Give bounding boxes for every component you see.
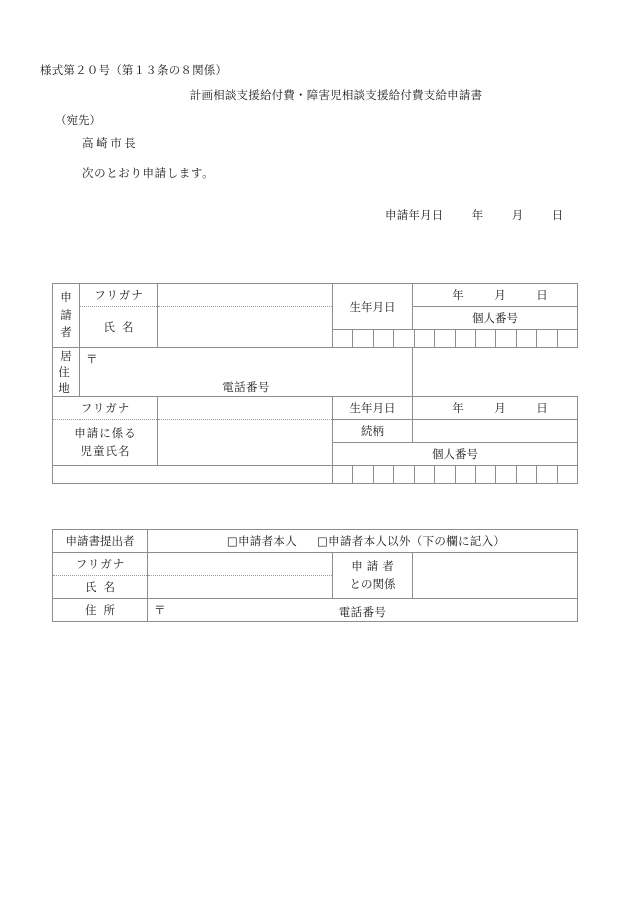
submitter-relation-label	[333, 553, 413, 599]
applicant-birth-day: 日	[536, 288, 548, 302]
child-birthdate-ymd	[413, 400, 577, 416]
child-mynumber-row	[53, 466, 578, 484]
applicant-phone-label: 電話番号	[222, 380, 270, 394]
applicant-furigana-label: フリガナ	[80, 284, 158, 307]
applicant-label-char-2: 請	[60, 307, 72, 322]
child-name-label-line2: 児童氏名	[80, 443, 131, 458]
mynumber-box[interactable]	[496, 330, 516, 347]
submitter-address-row	[53, 599, 578, 622]
applicant-table	[52, 283, 578, 484]
submitter-phone-label: 電話番号	[338, 605, 387, 619]
mynumber-box[interactable]	[353, 466, 373, 483]
applicant-mynumber-grid[interactable]	[333, 330, 578, 348]
child-name-label-text	[53, 425, 157, 460]
child-name-row	[53, 420, 578, 443]
applicant-birthdate-input[interactable]	[413, 284, 578, 307]
mynumber-box[interactable]	[374, 466, 394, 483]
child-birthdate-label: 生年月日	[333, 397, 413, 420]
document-title: 計画相談支援給付費・障害児相談支援給付費支給申請書	[189, 88, 483, 102]
mynumber-box[interactable]	[456, 330, 476, 347]
applicant-label-char-1: 申	[60, 289, 72, 304]
application-statement: 次のとおり申請します。	[82, 166, 215, 180]
submitter-type-options	[148, 530, 578, 553]
child-mynumber-grid[interactable]	[333, 466, 578, 484]
applicant-residence-input[interactable]	[80, 348, 413, 397]
mynumber-box[interactable]	[435, 330, 455, 347]
mynumber-box[interactable]	[558, 330, 577, 347]
addressee-name: 高崎市長	[82, 136, 139, 150]
mynumber-box[interactable]	[537, 330, 557, 347]
mynumber-box[interactable]	[394, 466, 414, 483]
applicant-mynumber-label: 個人番号	[413, 307, 578, 330]
child-mynumber-boxes	[333, 466, 577, 483]
submitter-type-row	[53, 530, 578, 553]
mynumber-box[interactable]	[517, 466, 537, 483]
mynumber-box[interactable]	[415, 466, 435, 483]
applicant-name-label: 氏名	[80, 307, 158, 348]
applicant-name-row	[53, 307, 578, 330]
checkbox-option-self[interactable]: □申請者本人	[226, 534, 298, 548]
mynumber-box[interactable]	[558, 466, 577, 483]
child-birth-month: 月	[494, 401, 506, 415]
submitter-relation-label-line2: との関係	[349, 576, 396, 591]
child-relation-label: 続柄	[333, 420, 413, 443]
applicant-furigana-row	[53, 284, 578, 307]
application-date-day: 日	[551, 208, 564, 222]
mynumber-box[interactable]	[496, 466, 516, 483]
child-furigana-input[interactable]	[158, 397, 333, 420]
applicant-section-label	[53, 284, 80, 348]
form-number: 様式第２０号（第１３条の８関係）	[40, 63, 228, 77]
submitter-relation-input[interactable]	[413, 553, 578, 599]
mynumber-box[interactable]	[374, 330, 394, 347]
submitter-type-label: 申請書提出者	[53, 530, 148, 553]
submitter-address-label: 住所	[53, 599, 148, 622]
submitter-table	[52, 529, 578, 622]
applicant-name-input[interactable]	[158, 307, 333, 348]
submitter-furigana-label: フリガナ	[53, 553, 148, 576]
mynumber-box[interactable]	[333, 466, 353, 483]
application-date-year: 年	[471, 208, 484, 222]
mynumber-box[interactable]	[476, 466, 496, 483]
child-furigana-label: フリガナ	[53, 397, 158, 420]
applicant-birth-year: 年	[452, 288, 464, 302]
child-birth-day: 日	[536, 401, 548, 415]
checkbox-option-other[interactable]: □申請者本人以外（下の欄に記入）	[317, 534, 506, 548]
submitter-name-label: 氏名	[53, 576, 148, 599]
mynumber-box[interactable]	[476, 330, 496, 347]
mynumber-box[interactable]	[333, 330, 353, 347]
applicant-furigana-input[interactable]	[158, 284, 333, 307]
submitter-furigana-row	[53, 553, 578, 576]
child-name-label-line1: 申請に係る	[74, 426, 137, 441]
applicant-birth-month: 月	[494, 288, 506, 302]
child-mynumber-label: 個人番号	[333, 443, 578, 466]
child-birth-year: 年	[452, 401, 464, 415]
child-furigana-row	[53, 397, 578, 420]
mynumber-box[interactable]	[415, 330, 435, 347]
postal-mark-icon: 〒	[86, 352, 98, 366]
application-date-label: 申請年月日	[385, 208, 444, 222]
applicant-birthdate-label: 生年月日	[333, 284, 413, 330]
submitter-address-input[interactable]	[148, 599, 578, 622]
addressee-label: （宛先）	[55, 113, 101, 127]
application-date-line	[385, 207, 578, 223]
applicant-residence-label: 居住地	[53, 348, 80, 397]
mynumber-box[interactable]	[517, 330, 537, 347]
submitter-furigana-input[interactable]	[148, 553, 333, 576]
application-date-month: 月	[511, 208, 524, 222]
mynumber-box[interactable]	[435, 466, 455, 483]
applicant-label-char-3: 者	[60, 325, 72, 340]
applicant-section-label-text	[53, 289, 79, 342]
submitter-relation-label-text	[333, 558, 412, 593]
mynumber-box[interactable]	[537, 466, 557, 483]
child-name-input[interactable]	[158, 420, 333, 466]
child-relation-input[interactable]	[413, 420, 578, 443]
submitter-relation-label-line1: 申請者	[351, 559, 398, 574]
child-birthdate-input[interactable]	[413, 397, 578, 420]
postal-mark-icon: 〒	[154, 603, 166, 617]
mynumber-box[interactable]	[353, 330, 373, 347]
applicant-birthdate-ymd	[413, 287, 577, 303]
child-name-label	[53, 420, 158, 466]
mynumber-box[interactable]	[456, 466, 476, 483]
submitter-name-input[interactable]	[148, 576, 333, 599]
child-mynumber-spacer	[53, 466, 333, 484]
applicant-mynumber-boxes	[333, 330, 577, 347]
applicant-residence-row	[53, 348, 578, 397]
mynumber-box[interactable]	[394, 330, 414, 347]
